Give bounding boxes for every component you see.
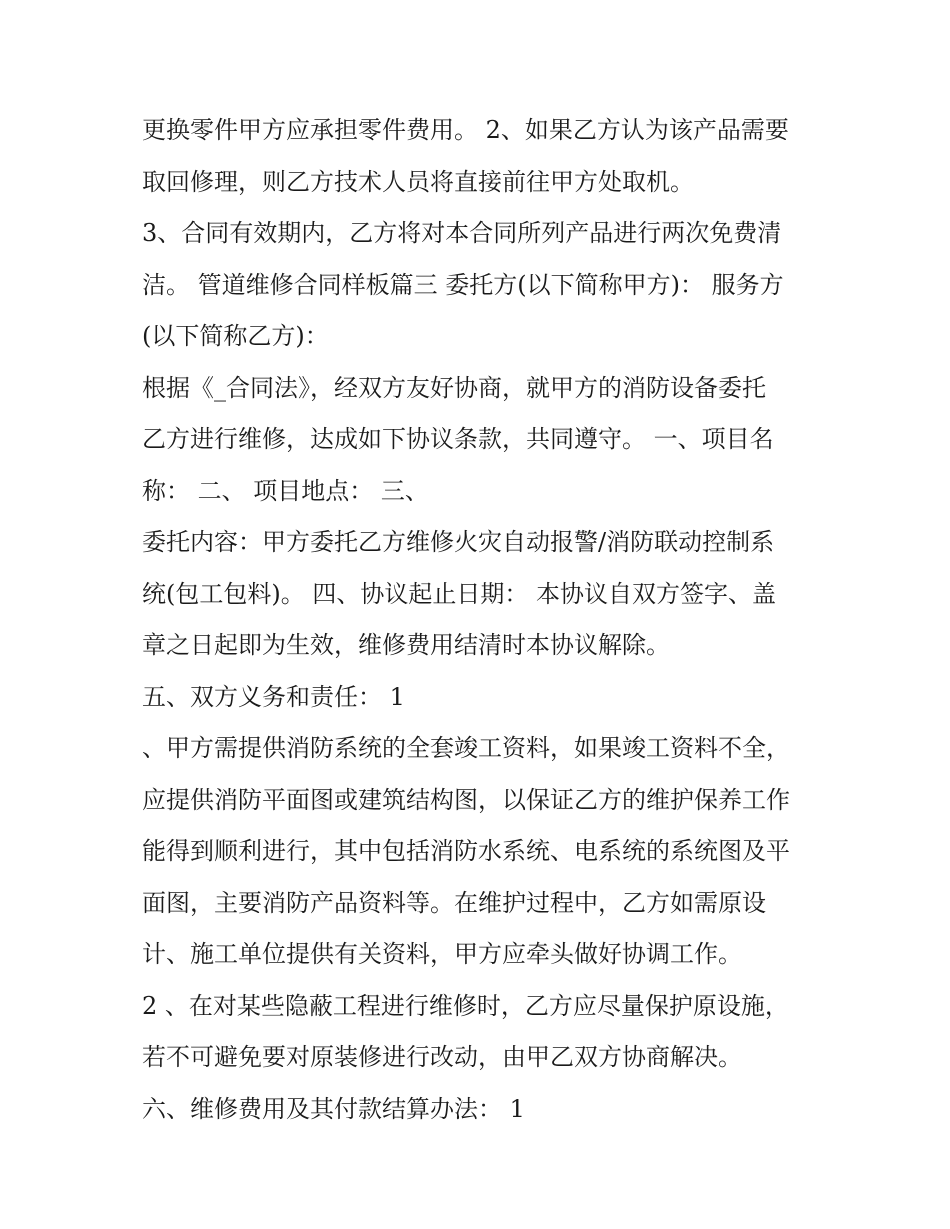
text-line: 根据《_合同法》，经双方友好协商，就甲方的消防设备委托 [142,373,766,402]
text-line: 称： 二、 项目地点： 三、 [142,476,429,505]
text-line: 更换零件甲方应承担零件费用。 2、如果乙方认为该产品需要 [142,116,789,144]
text-line: 面图，主要消防产品资料等。在维护过程中，乙方如需原设 [142,888,766,917]
text-line: 若不可避免要对原装修进行改动，由甲乙双方协商解决。 [142,1043,742,1071]
text-line: 应提供消防平面图或建筑结构图，以保证乙方的维护保养工作 [142,785,790,814]
text-line: 五、双方义务和责任： 1 [142,682,405,711]
text-line: 、甲方需提供消防系统的全套竣工资料，如果竣工资料不全， [142,734,790,762]
text-line: 取回修理，则乙方技术人员将直接前往甲方处取机。 [142,167,694,196]
text-line: 3、合同有效期内，乙方将对本合同所列产品进行两次免费清 [142,219,782,247]
text-line: 统(包工包料)。 四、协议起止日期： 本协议自双方签字、盖 [142,579,776,608]
text-line: 计、施工单位提供有关资料，甲方应牵头做好协调工作。 [142,940,742,968]
text-line: 能得到顺利进行，其中包括消防水系统、电系统的系统图及平 [142,837,790,865]
text-line: 乙方进行维修，达成如下协议条款，共同遵守。 一、项目名 [142,425,774,453]
text-line: 2 、在对某些隐蔽工程进行维修时，乙方应尽量保护原设施， [142,991,789,1020]
text-line: 洁。 管道维修合同样板篇三 委托方(以下简称甲方)： 服务方 [142,270,784,299]
text-line: (以下简称乙方)： [142,322,329,350]
text-line: 六、维修费用及其付款结算办法： 1 [142,1094,525,1123]
document-body [142,105,822,1135]
text-line: 章之日起即为生效，维修费用结清时本协议解除。 [142,631,670,659]
text-line: 委托内容：甲方委托乙方维修火灾自动报警/消防联动控制系 [142,528,775,556]
